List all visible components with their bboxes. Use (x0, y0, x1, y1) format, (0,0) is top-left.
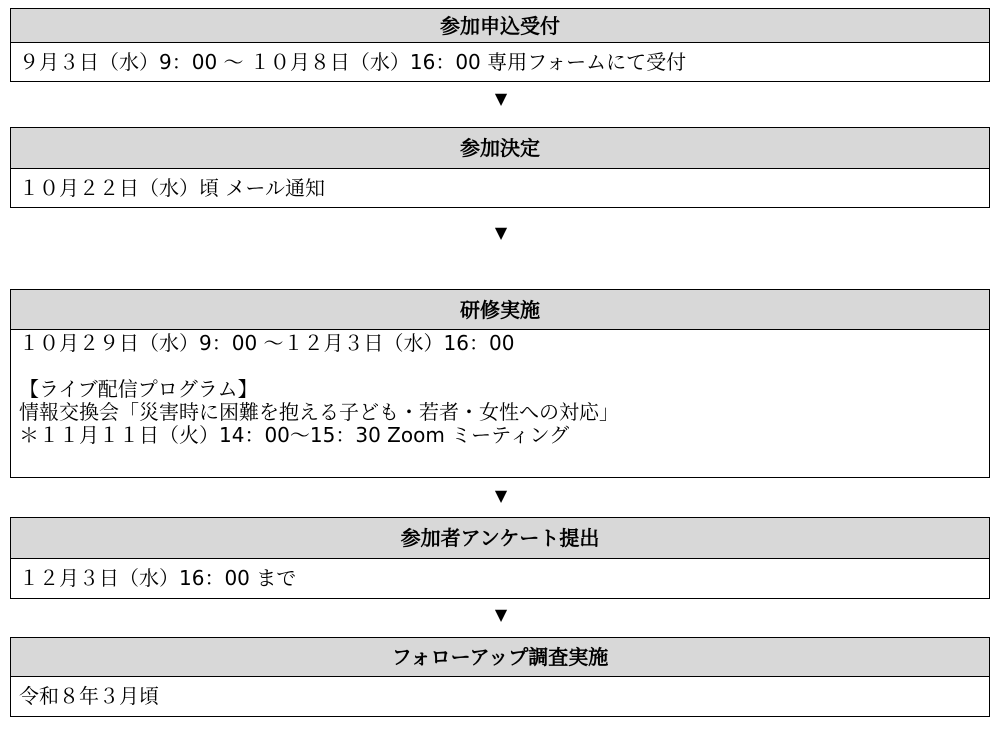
stage-body (11, 169, 989, 207)
stage-text-line: 情報交換会「災害時に困難を抱える子ども・若者・女性への対応」 (19, 400, 619, 424)
stage-title: フォローアップ調査実施 (11, 638, 989, 677)
down-arrow-icon: ▼ (494, 223, 508, 242)
stage-text-line: 令和８年３月頃 (19, 684, 159, 708)
stage-text-line (19, 355, 989, 378)
stage-body (11, 43, 989, 81)
stage-title: 参加申込受付 (11, 9, 989, 43)
stage-body (11, 677, 989, 716)
stage-title: 参加決定 (11, 128, 989, 169)
stage-training (10, 289, 990, 478)
down-arrow-icon: ▼ (494, 605, 508, 624)
stage-text-line: １０月２２日（水）頃 メール通知 (19, 176, 325, 200)
stage-title: 参加者アンケート提出 (11, 518, 989, 559)
stage-body (11, 559, 989, 598)
stage-text-line: ＊１１月１１日（火）14：00～15：30 Zoom ミーティング (19, 423, 570, 447)
stage-title: 研修実施 (11, 290, 989, 330)
stage-text-line: 【ライブ配信プログラム】 (19, 377, 258, 401)
down-arrow-icon: ▼ (494, 486, 508, 505)
stage-text-line: １２月３日（水）16：00 まで (19, 566, 297, 590)
stage-text-line: ９月３日（水）9：00 ～ １０月８日（水）16：00 専用フォームにて受付 (19, 50, 687, 74)
stage-application (10, 8, 990, 82)
down-arrow-icon: ▼ (494, 89, 508, 108)
stage-text-line: １０月２９日（水）9：00 ～１２月３日（水）16：00 (19, 331, 515, 355)
stage-decision (10, 127, 990, 208)
stage-body (11, 330, 989, 447)
stage-survey-submission (10, 517, 990, 599)
stage-follow-up (10, 637, 990, 717)
